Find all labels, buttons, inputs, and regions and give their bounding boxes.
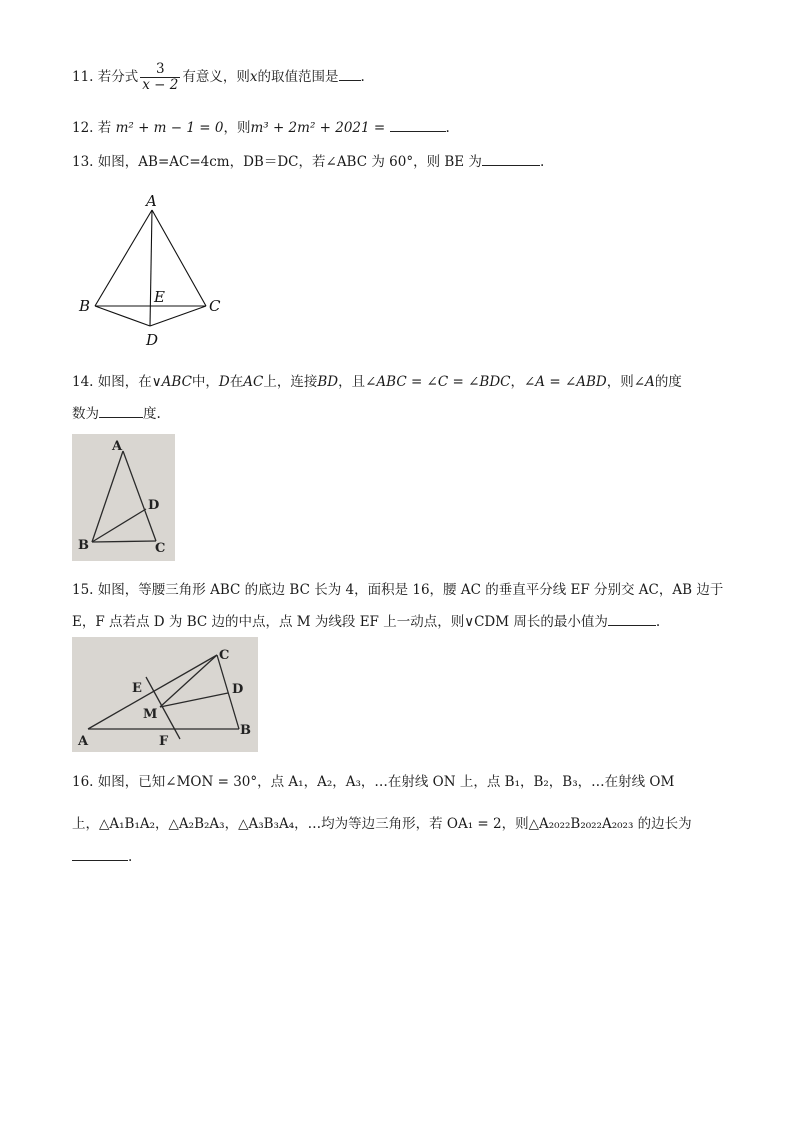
q12-equation-1: m² + m − 1 = 0 (115, 120, 224, 136)
label-b: B (79, 297, 91, 315)
q12-end: . (445, 120, 450, 136)
q14-text: 如图，在 (97, 374, 152, 390)
label-e: E (132, 681, 142, 696)
answer-blank (482, 153, 540, 166)
question-13 (72, 150, 544, 170)
q14-segment-bd: BD (317, 374, 339, 390)
label-m: M (143, 707, 158, 722)
label-c: C (155, 541, 166, 556)
answer-blank (339, 68, 361, 81)
segment-bc (92, 541, 156, 542)
q13-text: 如图，AB=AC=4cm，DB＝DC，若∠ABC 为 60°，则 BE 为 (97, 154, 482, 170)
question-14-line-2 (72, 402, 161, 422)
question-16-line-1 (72, 770, 674, 790)
label-a: A (78, 734, 89, 749)
segment-ad (150, 210, 152, 326)
q14-point-d: D (218, 374, 230, 390)
question-15-line-2 (72, 610, 660, 630)
label-a: A (146, 192, 157, 210)
fraction-denominator: x − 2 (142, 77, 179, 93)
answer-blank (390, 119, 446, 132)
segment-dm (160, 693, 228, 707)
q14-equation-2: ∠A = ∠ABD (523, 374, 607, 390)
q15-figure (72, 637, 258, 752)
label-c: C (209, 297, 221, 315)
q13-figure (72, 188, 232, 353)
q14-text: 数为 (72, 406, 99, 422)
answer-blank (608, 613, 656, 626)
q14-equation-1: ∠ABC = ∠C = ∠BDC (365, 374, 511, 390)
q15-text-line-2: E，F 点若点 D 为 BC 边的中点，点 M 为线段 EF 上一动点，则∨CDM 周长的最小值为 (72, 614, 608, 630)
q11-text-a: 有意义，则 (182, 69, 250, 85)
q14-segment-ac: AC (243, 374, 264, 390)
q14-text: 上，连接 (263, 374, 318, 390)
q12-equation-2: m³ + 2m² + 2021 = (250, 120, 386, 136)
label-b: B (240, 723, 251, 738)
label-d: D (148, 498, 160, 513)
q15-figure-photo (72, 637, 258, 752)
label-d: D (146, 331, 159, 349)
q14-text: 的度 (654, 374, 682, 390)
q15-text-line-1: 如图，等腰三角形 ABC 的底边 BC 长为 4，面积是 16，腰 AC 的垂直平分线 EF 分别交 AC，AB 边于 (97, 582, 724, 598)
question-12 (72, 116, 450, 136)
q14-number: 14. (72, 374, 94, 390)
segment-bd (95, 306, 150, 326)
segment-cm (160, 655, 217, 707)
segment-bd (92, 509, 146, 542)
label-a: A (112, 439, 123, 454)
q16-number: 16. (72, 774, 94, 790)
q14-text: 度. (143, 406, 161, 422)
q13-end: . (539, 154, 545, 170)
question-15-line-1 (72, 578, 723, 598)
question-14-line-1 (72, 370, 682, 390)
label-b: B (78, 538, 89, 553)
q16-text-line-2: 上，△A₁B₁A₂，△A₂B₂A₃，△A₃B₃A₄，…均为等边三角形，若 OA₁ = 2，则△A₂₀₂₂B₂₀₂₂A₂₀₂₃ 的边长为 (72, 816, 692, 832)
q16-text-line-1: 如图，已知∠MON = 30°，点 A₁，A₂，A₃，…在射线 ON 上，点 B₁，B₂，B₃，…在射线 OM (97, 774, 675, 790)
q14-text: 中， (191, 374, 219, 390)
q15-number: 15. (72, 582, 94, 598)
q12-number: 12. (72, 120, 94, 136)
segment-ab (92, 451, 123, 542)
q11-number: 11. (72, 69, 94, 85)
q14-text: 在 (229, 374, 244, 390)
q14-figure (72, 434, 175, 561)
segment-cd (150, 306, 206, 326)
answer-blank (99, 405, 143, 418)
q14-triangle: ∨ABC (151, 374, 192, 390)
q15-end: . (655, 614, 661, 630)
label-d: D (232, 682, 244, 697)
q12-mid: ，则 (223, 120, 251, 136)
q13-number: 13. (72, 154, 94, 170)
q11-end: . (360, 69, 365, 85)
q12-prefix: 若 (97, 120, 112, 136)
q14-text: ， (510, 374, 524, 390)
question-11 (72, 62, 365, 93)
label-c: C (219, 648, 230, 663)
label-e: E (154, 288, 165, 306)
answer-blank (72, 848, 128, 861)
label-f: F (159, 734, 169, 749)
q14-angle-a: ∠A (633, 374, 655, 390)
question-16-line-2 (72, 812, 692, 832)
fraction-numerator: 3 (140, 62, 180, 78)
q14-figure-photo (72, 434, 175, 561)
q11-text-b: 的取值范围是 (257, 69, 339, 85)
q14-text: ，则 (606, 374, 634, 390)
segment-ab (95, 210, 152, 306)
question-16-line-3 (72, 848, 132, 865)
q11-prefix: 若分式 (97, 69, 139, 85)
segment-ac (123, 451, 156, 541)
q16-end: . (128, 849, 133, 865)
q14-text: ，且 (338, 374, 366, 390)
fraction (140, 62, 180, 93)
q11-variable: x (249, 69, 258, 85)
